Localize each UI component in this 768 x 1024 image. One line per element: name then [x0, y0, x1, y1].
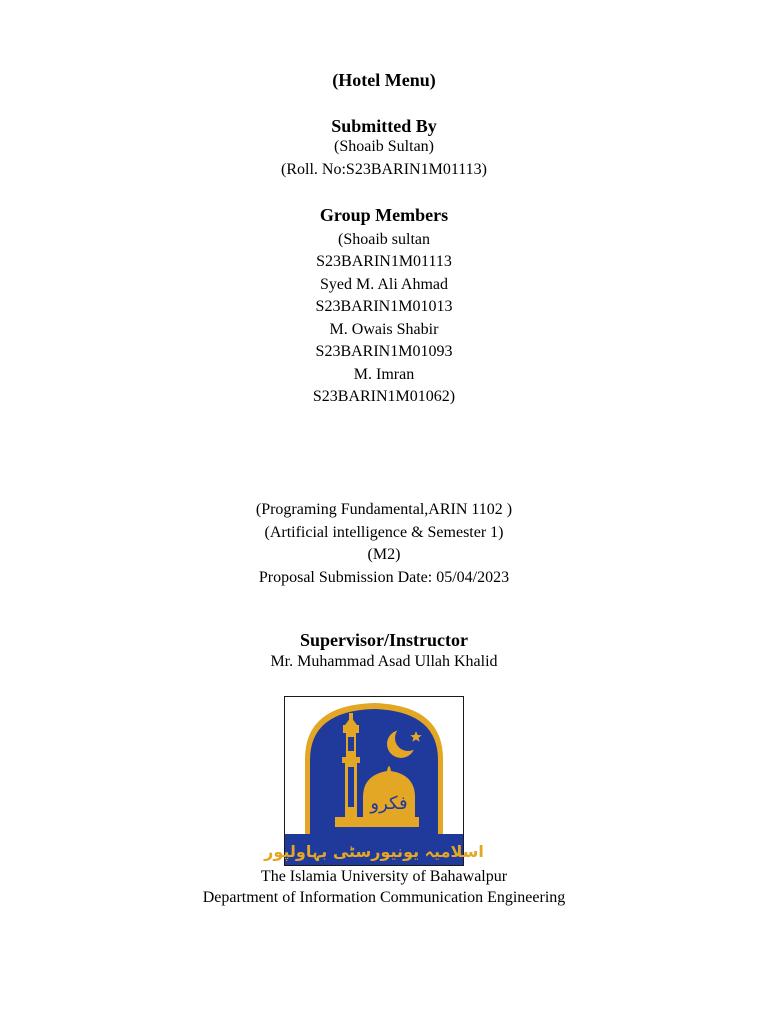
submitter-name: (Shoaib Sultan)	[334, 138, 434, 155]
svg-text:اسلامیہ یونیورسٹی بہاولپور: اسلامیہ یونیورسٹی بہاولپور	[264, 842, 484, 861]
submission-date: Proposal Submission Date: 05/04/2023	[258, 569, 510, 586]
member-line: Syed M. Ali Ahmad	[319, 276, 448, 293]
department-name: Department of Information Communication Engineering	[202, 889, 566, 906]
svg-text:فکرو: فکرو	[370, 793, 408, 814]
member-line: S23BARIN1M01013	[315, 298, 453, 315]
member-line: S23BARIN1M01093	[315, 343, 453, 360]
project-title: (Hotel Menu)	[332, 70, 436, 90]
member-line: S23BARIN1M01062)	[312, 388, 456, 405]
member-line: M. Imran	[353, 366, 415, 383]
member-line: (Shoaib sultan	[338, 231, 430, 248]
member-line: S23BARIN1M01113	[316, 253, 452, 270]
member-line: M. Owais Shabir	[329, 321, 439, 338]
supervisor-name: Mr. Muhammad Asad Ullah Khalid	[270, 653, 498, 670]
crest-icon	[264, 697, 484, 865]
submitted-by-heading: Submitted By	[331, 116, 437, 136]
supervisor-heading: Supervisor/Instructor	[300, 630, 468, 650]
course-line: (Programing Fundamental,ARIN 1102 )	[255, 501, 513, 518]
submitter-roll: (Roll. No:S23BARIN1M01113)	[281, 161, 487, 178]
section-line: (M2)	[367, 546, 401, 563]
university-logo	[264, 696, 484, 866]
group-members-heading: Group Members	[319, 205, 449, 225]
program-line: (Artificial intelligence & Semester 1)	[264, 524, 504, 541]
university-name: The Islamia University of Bahawalpur	[260, 868, 508, 885]
